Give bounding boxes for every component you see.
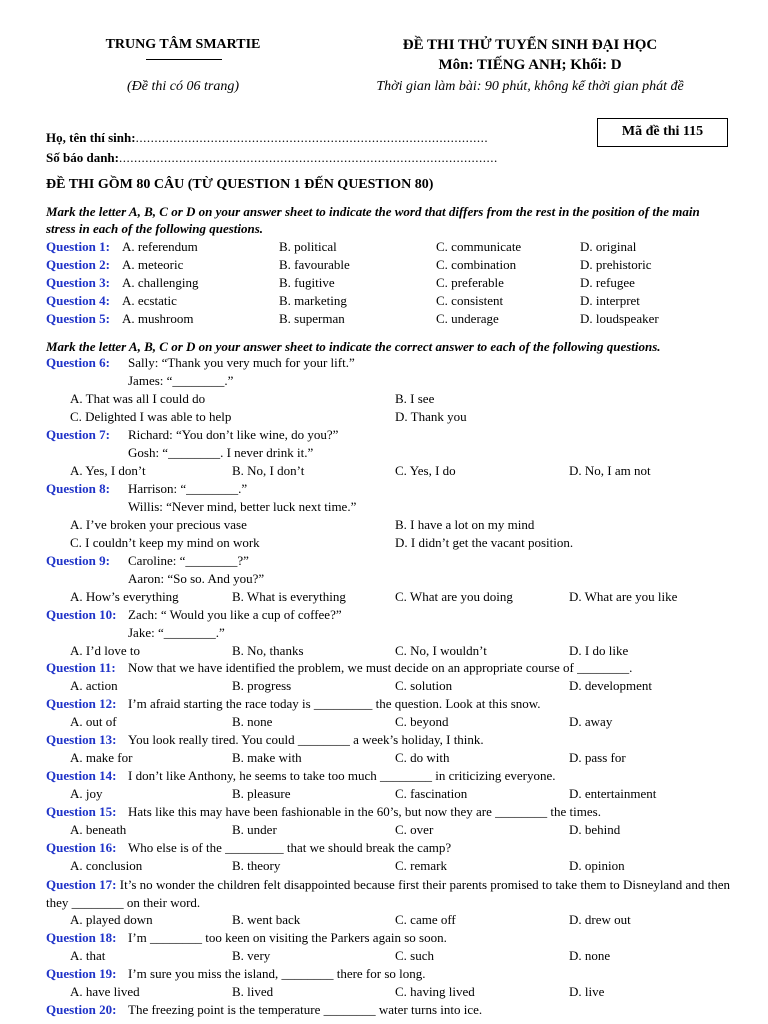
stress-instruction: Mark the letter A, B, C or D on your answer sheet to indicate the word that differs from the rest in the position of the main stress in each of the following questions. bbox=[46, 204, 700, 236]
dialogue-line: Jake: “________.” bbox=[128, 625, 225, 640]
question-18 bbox=[0, 930, 768, 948]
question-label: Question 1: bbox=[46, 239, 110, 254]
option-d[interactable]: D. live bbox=[569, 984, 605, 999]
option-b[interactable]: B. political bbox=[279, 239, 337, 254]
question-19 bbox=[0, 966, 768, 984]
option-a[interactable]: A. I’d love to bbox=[70, 643, 141, 658]
option-b[interactable]: B. fugitive bbox=[279, 275, 335, 290]
dialogue-line: Gosh: “________. I never drink it.” bbox=[128, 445, 314, 460]
option-d[interactable]: D. No, I am not bbox=[569, 463, 651, 478]
question-text: Hats like this may have been fashionable in the 60’s, but now they are ________ the times. bbox=[128, 804, 601, 819]
candidate-number-label-text: Số báo danh: bbox=[46, 150, 119, 165]
option-d[interactable]: D. behind bbox=[569, 822, 621, 837]
question-12 bbox=[0, 696, 768, 714]
options-row bbox=[0, 786, 768, 804]
option-b[interactable]: B. progress bbox=[232, 678, 292, 693]
option-d[interactable]: D. away bbox=[569, 714, 613, 729]
option-b[interactable]: B. No, I don’t bbox=[232, 463, 305, 478]
option-c[interactable]: C. preferable bbox=[436, 275, 504, 290]
question-text: Now that we have identified the problem, we must decide on an appropriate course of ________. bbox=[128, 660, 633, 675]
option-d[interactable]: D. entertainment bbox=[569, 786, 657, 801]
option-d[interactable]: D. loudspeaker bbox=[580, 311, 659, 326]
option-a[interactable]: A. have lived bbox=[70, 984, 140, 999]
header-underline bbox=[146, 59, 222, 60]
question-3 bbox=[0, 275, 768, 293]
question-label: Question 20: bbox=[46, 1002, 117, 1017]
options-row bbox=[0, 714, 768, 732]
subject-line: Môn: TIẾNG ANH; Khối: D bbox=[438, 57, 622, 73]
question-label: Question 5: bbox=[46, 311, 110, 326]
question-label: Question 14: bbox=[46, 768, 117, 783]
candidate-number-dots: ..................................................................................................... bbox=[118, 150, 498, 165]
option-d[interactable]: D. development bbox=[569, 678, 653, 693]
question-9 bbox=[0, 553, 768, 571]
option-a[interactable]: A. I’ve broken your precious vase bbox=[70, 517, 247, 532]
question-label: Question 8: bbox=[46, 481, 110, 496]
option-a[interactable]: A. meteoric bbox=[122, 257, 184, 272]
question-label: Question 17: bbox=[46, 877, 117, 892]
option-c[interactable]: C. came off bbox=[395, 912, 456, 927]
option-b[interactable]: B. No, thanks bbox=[232, 643, 304, 658]
question-5 bbox=[0, 311, 768, 329]
question-label: Question 19: bbox=[46, 966, 117, 981]
option-b[interactable]: B. none bbox=[232, 714, 273, 729]
option-a[interactable]: A. played down bbox=[70, 912, 153, 927]
option-c[interactable]: C. combination bbox=[436, 257, 517, 272]
option-d[interactable]: D. none bbox=[569, 948, 611, 963]
dialogue-line: Zach: “ Would you like a cup of coffee?” bbox=[128, 607, 342, 622]
option-c[interactable]: C. I couldn’t keep my mind on work bbox=[70, 535, 260, 550]
option-a[interactable]: A. that bbox=[70, 948, 106, 963]
option-a[interactable]: A. ecstatic bbox=[122, 293, 177, 308]
option-d[interactable]: D. drew out bbox=[569, 912, 631, 927]
option-b[interactable]: B. favourable bbox=[279, 257, 350, 272]
exam-title: ĐỀ THI THỬ TUYỂN SINH ĐẠI HỌC bbox=[402, 37, 658, 53]
question-17 bbox=[46, 876, 730, 912]
candidate-number-label bbox=[46, 150, 498, 166]
question-label: Question 15: bbox=[46, 804, 117, 819]
question-text: I’m ________ too keen on visiting the Parkers again so soon. bbox=[128, 930, 447, 945]
question-16 bbox=[0, 840, 768, 858]
question-text: I’m sure you miss the island, ________ there for so long. bbox=[128, 966, 426, 981]
option-b[interactable]: B. went back bbox=[232, 912, 301, 927]
question-label: Question 10: bbox=[46, 607, 117, 622]
option-c[interactable]: C. Yes, I do bbox=[395, 463, 456, 478]
question-label: Question 18: bbox=[46, 930, 117, 945]
options-row bbox=[0, 948, 768, 966]
pages-note: (Đề thi có 06 trang) bbox=[127, 79, 239, 94]
option-a[interactable]: A. Yes, I don’t bbox=[70, 463, 146, 478]
question-10 bbox=[0, 607, 768, 625]
question-text: I’m afraid starting the race today is _________ the question. Look at this snow. bbox=[128, 696, 541, 711]
option-d[interactable]: D. Thank you bbox=[395, 409, 467, 424]
question-1 bbox=[0, 239, 768, 257]
option-c[interactable]: C. communicate bbox=[436, 239, 522, 254]
option-a[interactable]: A. challenging bbox=[122, 275, 199, 290]
time-note: Thời gian làm bài: 90 phút, không kể thời gian phát đề bbox=[376, 79, 684, 94]
option-c[interactable]: C. solution bbox=[395, 678, 453, 693]
option-a[interactable]: A. action bbox=[70, 678, 118, 693]
question-label: Question 11: bbox=[46, 660, 116, 675]
option-a[interactable]: A. make for bbox=[70, 750, 133, 765]
option-b[interactable]: B. I see bbox=[395, 391, 435, 406]
option-b[interactable]: B. lived bbox=[232, 984, 274, 999]
question-label: Question 6: bbox=[46, 355, 110, 370]
dialogue-line: Harrison: “________.” bbox=[128, 481, 248, 496]
question-7 bbox=[0, 427, 768, 445]
option-c[interactable]: C. fascination bbox=[395, 786, 468, 801]
candidate-name-dots: .............................................................................................. bbox=[135, 130, 489, 145]
option-b[interactable]: B. marketing bbox=[279, 293, 347, 308]
option-b[interactable]: B. I have a lot on my mind bbox=[395, 517, 535, 532]
question-label: Question 9: bbox=[46, 553, 110, 568]
question-text: It’s no wonder the children felt disappointed because first their parents promised to take them to Disneyland and then they ________ on their word. bbox=[46, 877, 730, 910]
options-row bbox=[0, 678, 768, 696]
question-label: Question 13: bbox=[46, 732, 117, 747]
question-14 bbox=[0, 768, 768, 786]
question-text: Who else is of the _________ that we should break the camp? bbox=[128, 840, 452, 855]
option-a[interactable]: A. conclusion bbox=[70, 858, 143, 873]
question-15 bbox=[0, 804, 768, 822]
option-c[interactable]: C. No, I wouldn’t bbox=[395, 643, 487, 658]
option-c[interactable]: C. having lived bbox=[395, 984, 475, 999]
dialogue-line: Sally: “Thank you very much for your lift.” bbox=[128, 355, 355, 370]
options-row bbox=[0, 822, 768, 840]
option-c[interactable]: C. What are you doing bbox=[395, 589, 513, 604]
option-b[interactable]: B. superman bbox=[279, 311, 345, 326]
section-title: ĐỀ THI GỒM 80 CÂU (TỪ QUESTION 1 ĐẾN QUESTION 80) bbox=[46, 177, 434, 192]
question-13 bbox=[0, 732, 768, 750]
dialogue-line: James: “________.” bbox=[128, 373, 234, 388]
question-6 bbox=[0, 355, 768, 373]
option-b[interactable]: B. make with bbox=[232, 750, 302, 765]
dialogue-line: Richard: “You don’t like wine, do you?” bbox=[128, 427, 339, 442]
option-d[interactable]: D. prehistoric bbox=[580, 257, 652, 272]
option-c[interactable]: C. over bbox=[395, 822, 434, 837]
option-d[interactable]: D. I didn’t get the vacant position. bbox=[395, 535, 574, 550]
option-d[interactable]: D. I do like bbox=[569, 643, 629, 658]
question-label: Question 2: bbox=[46, 257, 110, 272]
option-a[interactable]: A. referendum bbox=[122, 239, 198, 254]
option-d[interactable]: D. refugee bbox=[580, 275, 635, 290]
option-c[interactable]: C. consistent bbox=[436, 293, 504, 308]
question-label: Question 7: bbox=[46, 427, 110, 442]
option-b[interactable]: B. very bbox=[232, 948, 271, 963]
question-2 bbox=[0, 257, 768, 275]
option-a[interactable]: A. out of bbox=[70, 714, 117, 729]
question-label: Question 3: bbox=[46, 275, 110, 290]
question-11 bbox=[0, 660, 768, 678]
option-d[interactable]: D. interpret bbox=[580, 293, 640, 308]
option-b[interactable]: B. pleasure bbox=[232, 786, 291, 801]
option-a[interactable]: A. mushroom bbox=[122, 311, 194, 326]
exam-code-box: Mã đề thi 115 bbox=[597, 118, 728, 147]
option-b[interactable]: B. What is everything bbox=[232, 589, 346, 604]
option-a[interactable]: A. joy bbox=[70, 786, 103, 801]
question-8 bbox=[0, 481, 768, 499]
question-text: The freezing point is the temperature ________ water turns into ice. bbox=[128, 1002, 483, 1017]
question-20 bbox=[0, 1002, 768, 1020]
option-c[interactable]: C. Delighted I was able to help bbox=[70, 409, 232, 424]
question-text: You look really tired. You could ________ a week’s holiday, I think. bbox=[128, 732, 484, 747]
options-row bbox=[0, 984, 768, 1002]
options-row bbox=[0, 858, 768, 876]
option-d[interactable]: D. opinion bbox=[569, 858, 625, 873]
option-d[interactable]: D. pass for bbox=[569, 750, 626, 765]
question-label: Question 4: bbox=[46, 293, 110, 308]
question-4 bbox=[0, 293, 768, 311]
option-d[interactable]: D. original bbox=[580, 239, 637, 254]
question-label: Question 16: bbox=[46, 840, 117, 855]
candidate-name-label-text: Họ, tên thí sinh: bbox=[46, 130, 136, 145]
option-c[interactable]: C. underage bbox=[436, 311, 499, 326]
dialogue-line: Aaron: “So so. And you?” bbox=[128, 571, 265, 586]
option-c[interactable]: C. such bbox=[395, 948, 434, 963]
candidate-name-label bbox=[46, 130, 488, 146]
option-b[interactable]: B. theory bbox=[232, 858, 281, 873]
option-a[interactable]: A. beneath bbox=[70, 822, 127, 837]
correct-instruction: Mark the letter A, B, C or D on your answer sheet to indicate the correct answer to each of the following questions. bbox=[46, 339, 661, 354]
option-a[interactable]: A. That was all I could do bbox=[70, 391, 206, 406]
option-b[interactable]: B. under bbox=[232, 822, 277, 837]
option-d[interactable]: D. What are you like bbox=[569, 589, 678, 604]
option-c[interactable]: C. beyond bbox=[395, 714, 449, 729]
question-text: I don’t like Anthony, he seems to take too much ________ in criticizing everyone. bbox=[128, 768, 556, 783]
dialogue-line: Caroline: “________?” bbox=[128, 553, 249, 568]
option-c[interactable]: C. do with bbox=[395, 750, 450, 765]
center-name: TRUNG TÂM SMARTIE bbox=[105, 37, 261, 52]
dialogue-line: Willis: “Never mind, better luck next time.” bbox=[128, 499, 357, 514]
option-a[interactable]: A. How’s everything bbox=[70, 589, 179, 604]
options-row bbox=[0, 750, 768, 768]
option-c[interactable]: C. remark bbox=[395, 858, 447, 873]
question-label: Question 12: bbox=[46, 696, 117, 711]
